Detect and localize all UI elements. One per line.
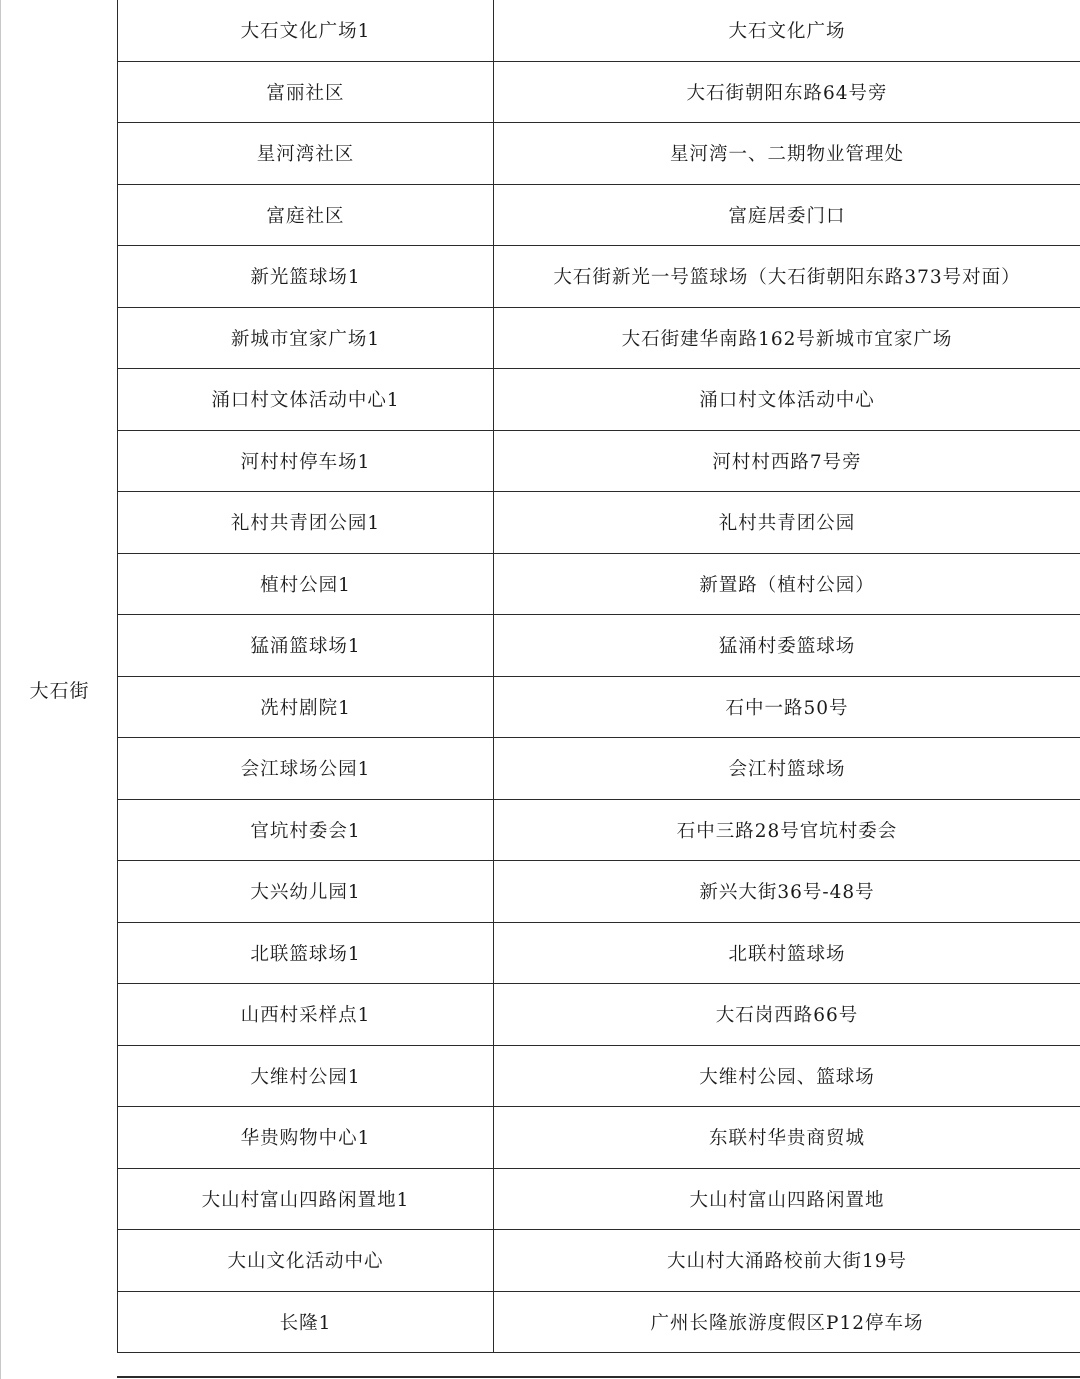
- site-address-cell: 大山村富山四路闲置地: [494, 1168, 1080, 1230]
- site-name-cell: 礼村共青团公园1: [118, 492, 494, 554]
- site-name-cell: 植村公园1: [118, 553, 494, 615]
- sites-table-body: [118, 0, 1080, 1353]
- site-name-cell: 大山村富山四路闲置地1: [118, 1168, 494, 1230]
- site-address-cell: 星河湾一、二期物业管理处: [494, 123, 1080, 185]
- table-row: [118, 984, 1080, 1046]
- site-name-cell: 大石文化广场1: [118, 0, 494, 61]
- site-address-cell: 大石文化广场: [494, 0, 1080, 61]
- site-address-cell: 广州长隆旅游度假区P12停车场: [494, 1291, 1080, 1353]
- site-name-cell: 大维村公园1: [118, 1045, 494, 1107]
- table-row: [118, 307, 1080, 369]
- site-address-cell: 礼村共青团公园: [494, 492, 1080, 554]
- site-name-cell: 华贵购物中心1: [118, 1107, 494, 1169]
- table-row: [118, 1230, 1080, 1292]
- table-row: [118, 1168, 1080, 1230]
- table-row: [118, 553, 1080, 615]
- site-address-cell: 大石街新光一号篮球场（大石街朝阳东路373号对面）: [494, 246, 1080, 308]
- site-address-cell: 大石街建华南路162号新城市宜家广场: [494, 307, 1080, 369]
- site-address-cell: 北联村篮球场: [494, 922, 1080, 984]
- table-row: [118, 922, 1080, 984]
- site-address-cell: 富庭居委门口: [494, 184, 1080, 246]
- site-name-cell: 星河湾社区: [118, 123, 494, 185]
- site-name-cell: 猛涌篮球场1: [118, 615, 494, 677]
- site-address-cell: 东联村华贵商贸城: [494, 1107, 1080, 1169]
- site-name-cell: 北联篮球场1: [118, 922, 494, 984]
- table-row: [118, 615, 1080, 677]
- site-address-cell: 大维村公园、篮球场: [494, 1045, 1080, 1107]
- site-address-cell: 河村村西路7号旁: [494, 430, 1080, 492]
- site-name-cell: 山西村采样点1: [118, 984, 494, 1046]
- table-row: [118, 492, 1080, 554]
- site-name-cell: 大兴幼儿园1: [118, 861, 494, 923]
- table-row: [118, 1045, 1080, 1107]
- table-row: [118, 369, 1080, 431]
- site-address-cell: 石中一路50号: [494, 676, 1080, 738]
- table-row: [118, 676, 1080, 738]
- site-address-cell: 石中三路28号官坑村委会: [494, 799, 1080, 861]
- table-row: [118, 799, 1080, 861]
- site-address-cell: 新兴大街36号-48号: [494, 861, 1080, 923]
- table-row: [118, 246, 1080, 308]
- table-row: [118, 123, 1080, 185]
- site-address-cell: 大石岗西路66号: [494, 984, 1080, 1046]
- table-row: [118, 1107, 1080, 1169]
- site-address-cell: 大石街朝阳东路64号旁: [494, 61, 1080, 123]
- site-name-cell: 长隆1: [118, 1291, 494, 1353]
- site-name-cell: 富丽社区: [118, 61, 494, 123]
- site-name-cell: 新城市宜家广场1: [118, 307, 494, 369]
- site-address-cell: 猛涌村委篮球场: [494, 615, 1080, 677]
- table-row: [118, 861, 1080, 923]
- district-cell: 大石街: [29, 680, 90, 702]
- table-row: [118, 0, 1080, 61]
- site-name-cell: 新光篮球场1: [118, 246, 494, 308]
- site-name-cell: 富庭社区: [118, 184, 494, 246]
- table-bottom-divider: [117, 1376, 1080, 1378]
- site-name-cell: 河村村停车场1: [118, 430, 494, 492]
- site-address-cell: 会江村篮球场: [494, 738, 1080, 800]
- site-address-cell: 大山村大涌路校前大街19号: [494, 1230, 1080, 1292]
- table-row: [118, 738, 1080, 800]
- site-name-cell: 冼村剧院1: [118, 676, 494, 738]
- table-row: [118, 1291, 1080, 1353]
- table-row: [118, 61, 1080, 123]
- table-row: [118, 184, 1080, 246]
- table-row: [118, 430, 1080, 492]
- sites-table: [117, 0, 1080, 1353]
- site-name-cell: 大山文化活动中心: [118, 1230, 494, 1292]
- site-name-cell: 官坑村委会1: [118, 799, 494, 861]
- site-address-cell: 新置路（植村公园）: [494, 553, 1080, 615]
- site-address-cell: 涌口村文体活动中心: [494, 369, 1080, 431]
- site-name-cell: 涌口村文体活动中心1: [118, 369, 494, 431]
- site-name-cell: 会江球场公园1: [118, 738, 494, 800]
